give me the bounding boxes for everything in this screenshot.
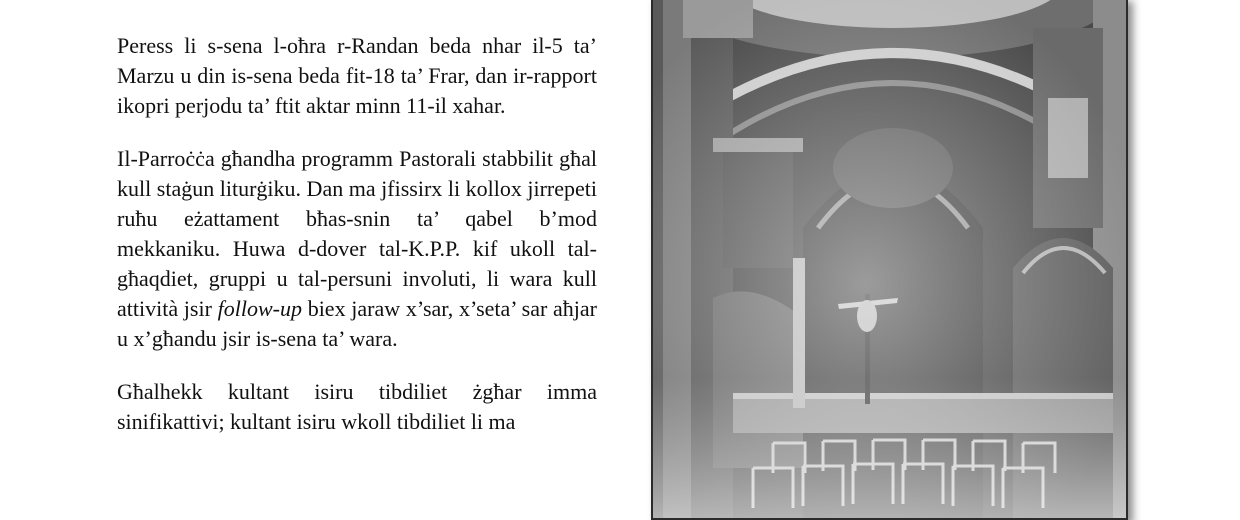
paragraph-2-text-start: Il-Parroċċa għandha programm Pastorali stabbilit għal kull staġun liturġiku. Dan ma jfissirx li kollox jirrepeti ruħu eżattament bħas-snin ta’ qabel b’mod mekkaniku. Huwa d-dover tal-K.P.P. kif ukoll tal-għaqdiet, gruppi u tal-persuni involuti, li wara kull attività jsir (117, 146, 597, 321)
paragraph-1: Peress li s-sena l-oħra r-Randan beda nhar il-5 ta’ Marzu u din is-sena beda fit-18 ta’ Frar, dan ir-rapport ikopri perjodu ta’ ftit aktar minn 11-il xahar. (117, 33, 597, 118)
paragraph-2 (117, 144, 597, 354)
paragraph-2-text-end: biex jaraw x’sar, x’seta’ sar aħjar u x’għandu jsir is-sena ta’ wara. (117, 296, 598, 351)
paragraph-3: Għalhekk kultant isiru tibdiliet żgħar imma sinifikattivi; kultant isiru wkoll tibdiliet li ma (117, 379, 597, 434)
paragraph-2-italic-term: follow-up (217, 296, 302, 321)
church-interior-photo (651, 0, 1128, 520)
article-text-column (117, 31, 597, 437)
church-interior-illustration (653, 0, 1126, 518)
